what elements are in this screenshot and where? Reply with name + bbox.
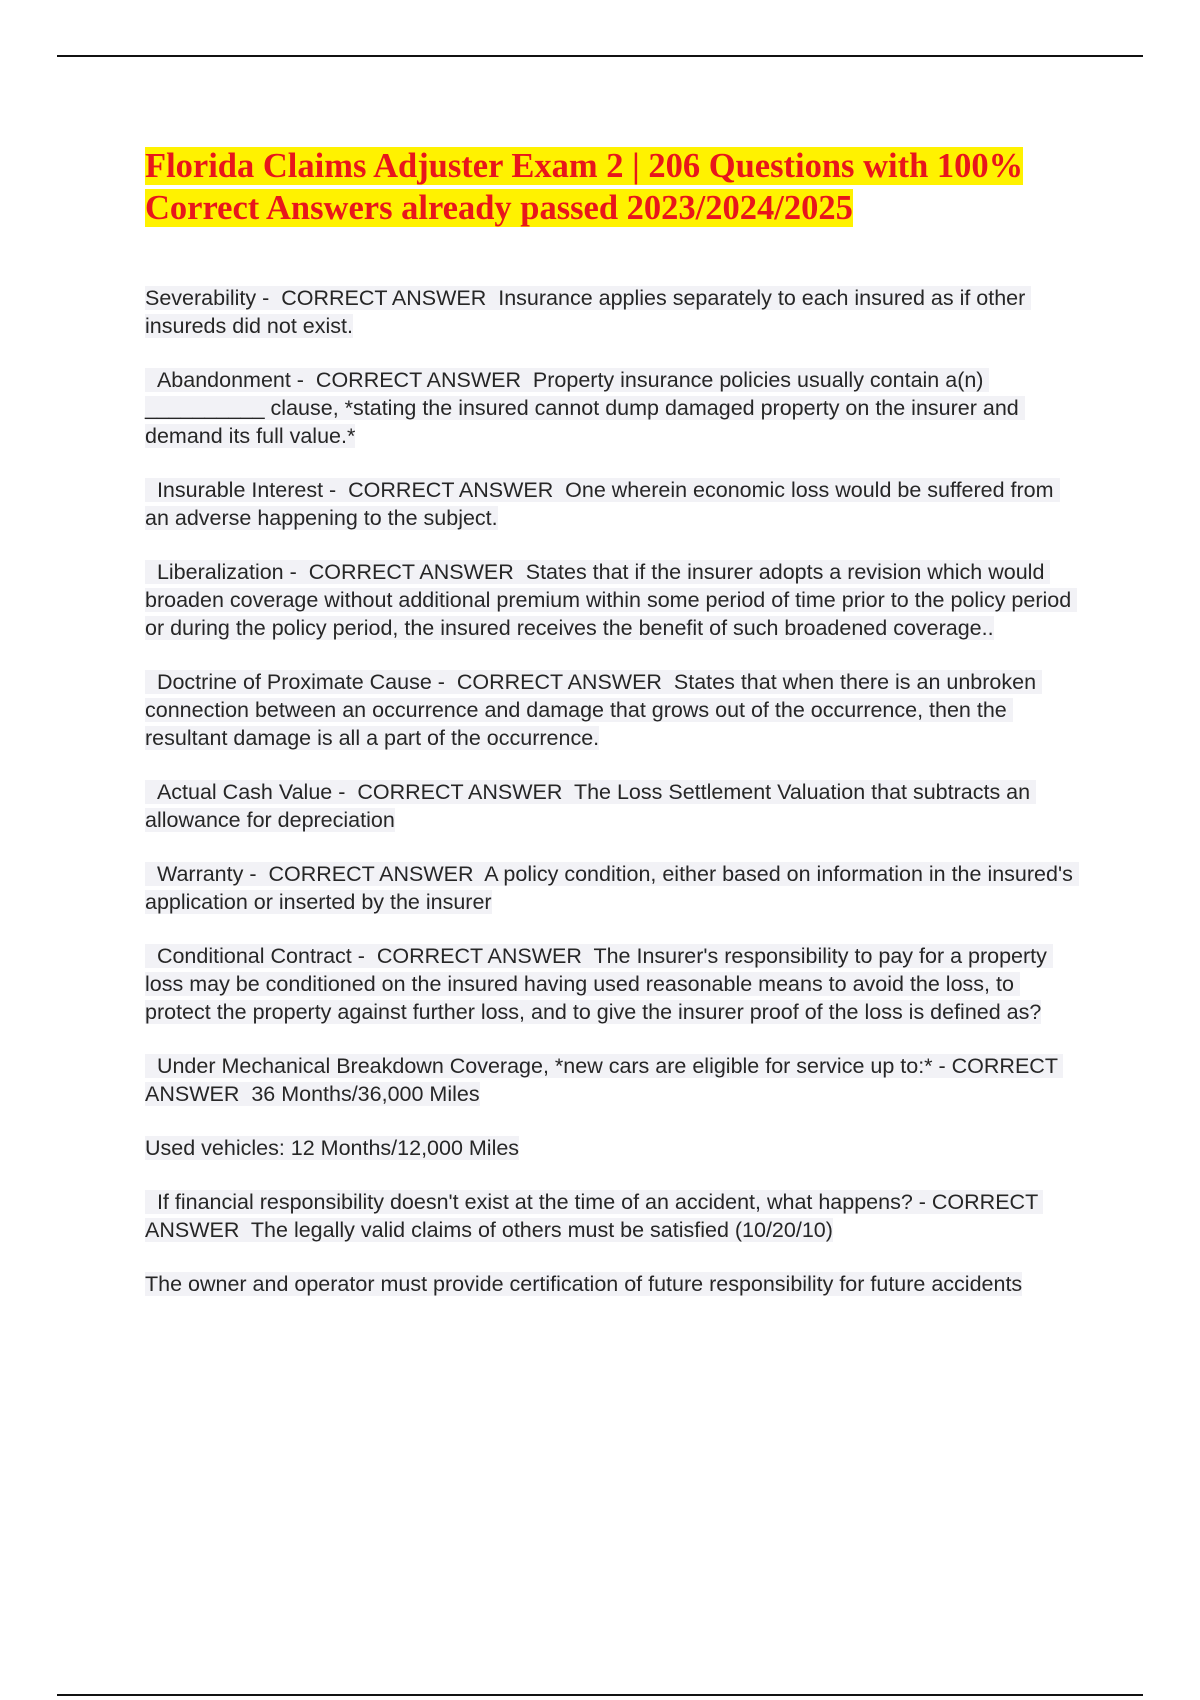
- qa-entry-future-responsibility: The owner and operator must provide certification of future responsibility for future accidents: [145, 1272, 1023, 1296]
- title-highlight: Florida Claims Adjuster Exam 2 | 206 Questions with 100% Correct Answers already passed 2023/2024/2025: [145, 147, 1024, 227]
- qa-entry-proximate-cause: Doctrine of Proximate Cause - CORRECT ANSWER States that when there is an unbroken connection between an occurrence and damage that grows out of the occurrence, then the resultant damage is all a part of the occurrence.: [145, 670, 1043, 750]
- qa-entry-financial-responsibility: If financial responsibility doesn't exist at the time of an accident, what happens? - CORRECT ANSWER The legally valid claims of others must be satisfied (10/20/10): [145, 1190, 1044, 1242]
- qa-entry-abandonment: Abandonment - CORRECT ANSWER Property insurance policies usually contain a(n) __________ clause, *stating the insured cannot dump damaged property on the insurer and demand its full value.*: [145, 368, 1025, 448]
- qa-entry-conditional-contract: Conditional Contract - CORRECT ANSWER The Insurer's responsibility to pay for a property loss may be conditioned on the insured having used reasonable means to avoid the loss, to protect the property against further loss, and to give the insurer proof of the loss is defined as?: [145, 944, 1053, 1024]
- qa-entry-mechanical-breakdown: Under Mechanical Breakdown Coverage, *new cars are eligible for service up to:* - CORRECT ANSWER 36 Months/36,000 Miles: [145, 1054, 1063, 1106]
- qa-entry-liberalization: Liberalization - CORRECT ANSWER States that if the insurer adopts a revision which would broaden coverage without additional premium within some period of time prior to the policy period or during the policy period, the insured receives the benefit of such broadened coverage..: [145, 560, 1078, 640]
- qa-entry-insurable-interest: Insurable Interest - CORRECT ANSWER One wherein economic loss would be suffered from an adverse happening to the subject.: [145, 478, 1060, 530]
- qa-entry-severability: Severability - CORRECT ANSWER Insurance applies separately to each insured as if other insureds did not exist.: [145, 286, 1032, 338]
- qa-entry-used-vehicles: Used vehicles: 12 Months/12,000 Miles: [145, 1136, 520, 1160]
- qa-entry-warranty: Warranty - CORRECT ANSWER A policy condition, either based on information in the insured's application or inserted by the insurer: [145, 862, 1079, 914]
- qa-list: [145, 284, 1079, 1324]
- bottom-rule: [57, 1694, 1143, 1696]
- document-title: [145, 145, 1085, 229]
- qa-entry-actual-cash-value: Actual Cash Value - CORRECT ANSWER The Loss Settlement Valuation that subtracts an allowance for depreciation: [145, 780, 1037, 832]
- top-rule: [57, 55, 1143, 57]
